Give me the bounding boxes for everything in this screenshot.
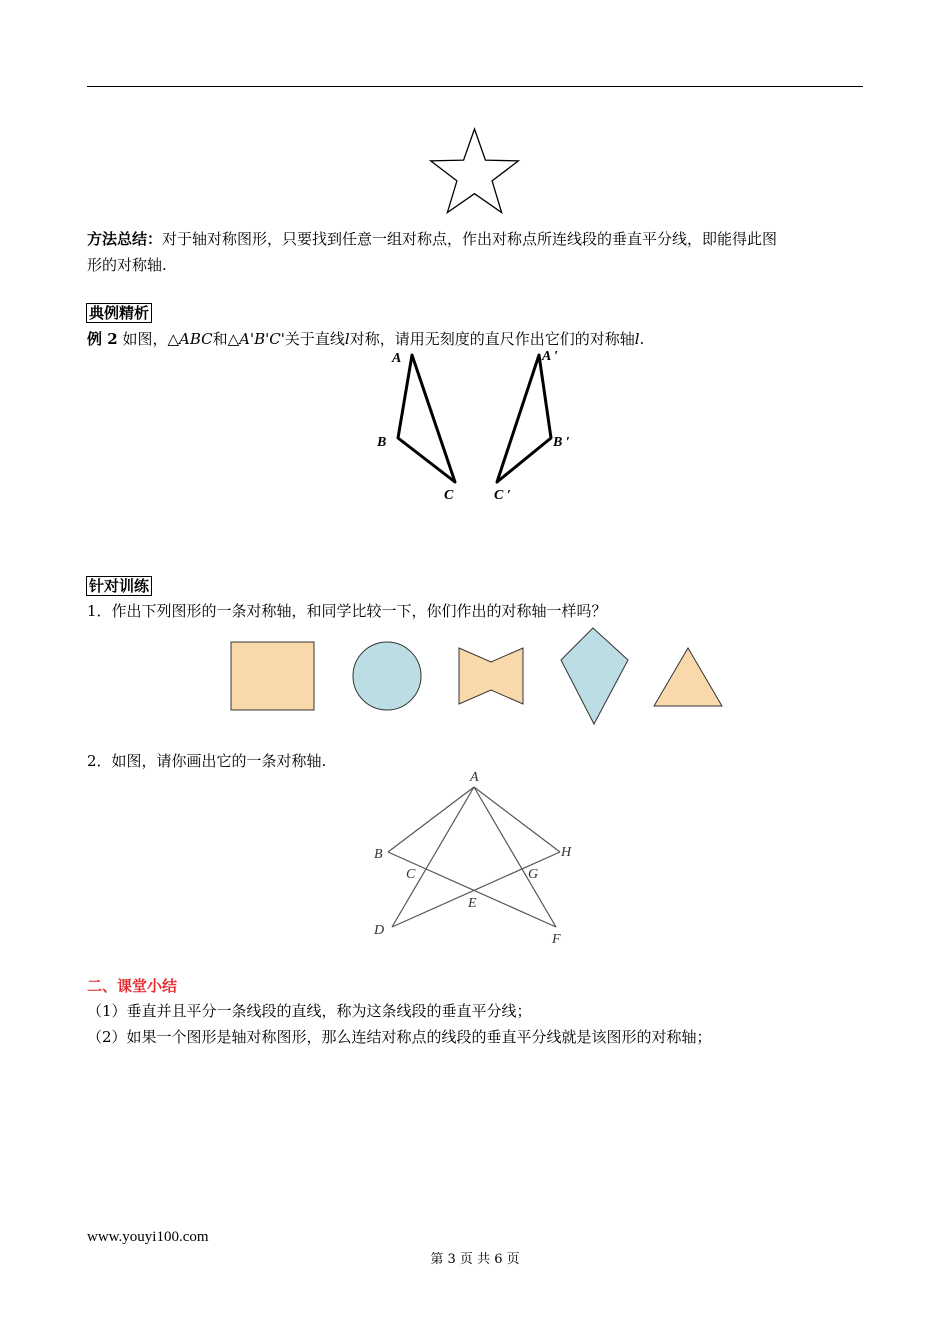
- label-c: C: [444, 488, 454, 503]
- symmetric-triangles-figure: [370, 345, 580, 505]
- kite-shape: [561, 628, 628, 724]
- method-summary-line1: [87, 228, 777, 249]
- label-a-prime: A ′: [542, 349, 559, 364]
- fig2-label-g: G: [528, 867, 539, 882]
- fig2-label-e: E: [468, 896, 477, 911]
- star-figure: [425, 125, 525, 217]
- fig2-label-h: H: [561, 845, 572, 860]
- summary-item-1: （1）垂直并且平分一条线段的直线，称为这条线段的垂直平分线；: [87, 1002, 532, 1020]
- header-rule: [87, 86, 863, 87]
- fig2-label-f: F: [552, 932, 561, 947]
- label-c-prime: C ′: [494, 488, 511, 503]
- square-shape: [231, 642, 314, 710]
- practice-q1: 1．作出下列图形的一条对称轴，和同学比较一下，你们作出的对称轴一样吗？: [87, 602, 607, 620]
- bowtie-shape: [459, 648, 523, 704]
- method-summary-text: 对于轴对称图形，只要找到任意一组对称点，作出对称点所连线段的垂直平分线，即能得此图: [162, 230, 778, 248]
- example-section-header: 典例精析: [86, 303, 152, 323]
- example-2-text: 例 2 如图，△ABC和△A'B'C'关于直线l对称，请用无刻度的直尺作出它们的对称轴l.: [87, 330, 645, 348]
- line-figure: [370, 765, 580, 950]
- fig2-label-d: D: [374, 923, 385, 938]
- label-a: A: [392, 351, 402, 366]
- triangle-abc-prime: [497, 355, 551, 482]
- circle-shape: [353, 642, 421, 710]
- practice-q2: 2．如图，请你画出它的一条对称轴.: [87, 752, 327, 770]
- fig2-label-b: B: [374, 847, 383, 862]
- footer-website[interactable]: www.youyi100.com: [87, 1229, 209, 1245]
- triangle-abc: [398, 355, 455, 482]
- practice-section-header: 针对训练: [86, 576, 152, 596]
- label-b-prime: B ′: [553, 435, 570, 450]
- triangle-shape: [654, 648, 722, 706]
- method-summary-line2: 形的对称轴.: [87, 256, 167, 274]
- footer-page-info: 第 3 页 共 6 页: [430, 1252, 520, 1267]
- shapes-figure: [225, 622, 730, 732]
- summary-title: 二、课堂小结: [87, 977, 178, 995]
- label-b: B: [377, 435, 387, 450]
- example-label: 例 2: [87, 330, 118, 348]
- summary-item-2: （2）如果一个图形是轴对称图形，那么连结对称点的线段的垂直平分线就是该图形的对称轴；: [87, 1028, 712, 1046]
- method-summary-label: 方法总结：: [87, 230, 163, 248]
- star-shape: [431, 129, 519, 213]
- fig2-label-c: C: [406, 867, 416, 882]
- fig2-label-a: A: [470, 770, 479, 785]
